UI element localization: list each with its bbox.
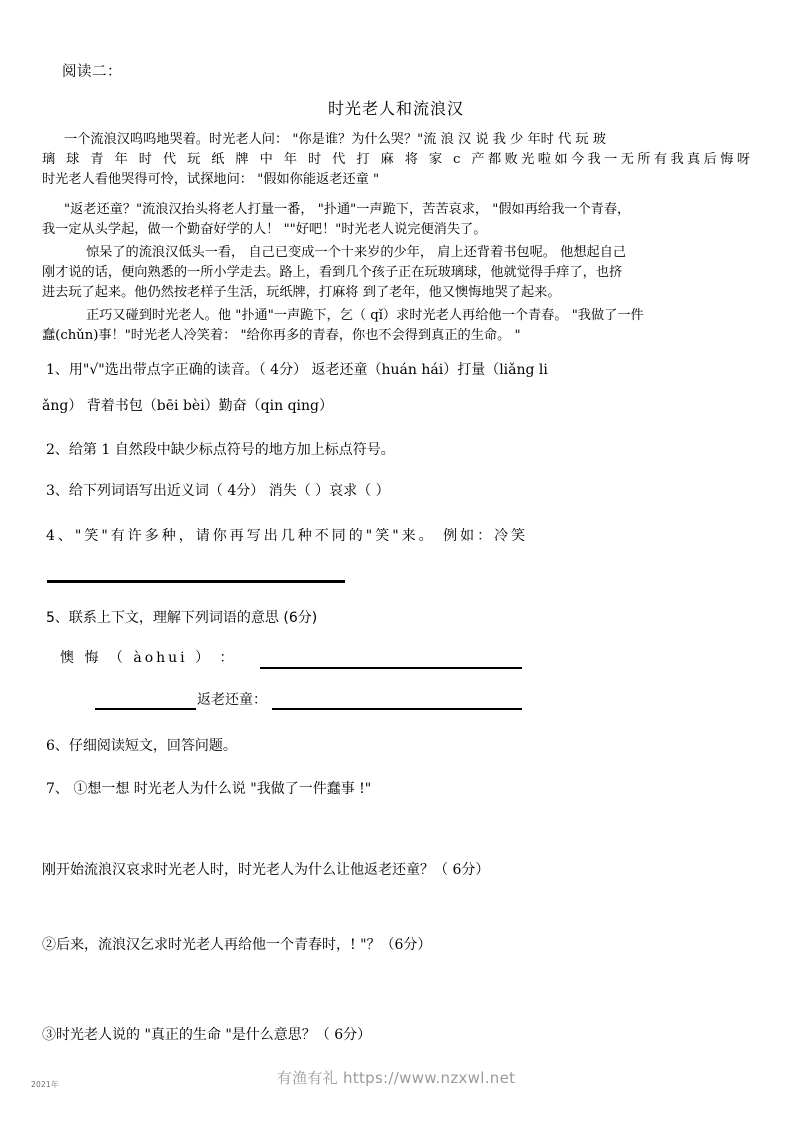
paragraph-3-line-2: 刚才说的话，便向熟悉的一所小学走去。路上，看到几个孩子正在玩玻璃球，他就觉得手痒了，也挤 bbox=[42, 265, 623, 280]
paragraph-3-line-1 bbox=[42, 243, 754, 262]
section-label: 阅读二： bbox=[62, 64, 122, 80]
paragraph-1-line-1 bbox=[42, 130, 754, 149]
question-7-part-b: ②后来，流浪汉乞求时光老人再给他一个青春时，! "？（6分） bbox=[42, 937, 432, 953]
paragraph-text: "返老还童？"流浪汉抬头将老人打量一番， "扑通"一声跪下，苦苦哀求， "假如再给我一个青春， bbox=[64, 202, 631, 217]
question-7-followup: 刚开始流浪汉哀求时光老人时，时光老人为什么让他返老还童？（ 6分） bbox=[42, 862, 490, 878]
question-5-word-2: 返老还童： bbox=[197, 692, 267, 708]
page-title: 时光老人和流浪汉 bbox=[327, 99, 464, 118]
watermark: 有渔有礼 https://www.nzxwl.net bbox=[276, 1069, 516, 1087]
question-6: 6、仔细阅读短文，回答问题。 bbox=[46, 738, 237, 754]
question-4: 4、"笑"有许多种，请你再写出几种不同的"笑"来。 例如：冷笑 bbox=[46, 528, 529, 544]
question-1-line-1: 1、用"√"选出带点字正确的读音。（ 4分） 返老还童（huán hái）打量（liǎng li bbox=[46, 362, 548, 378]
paragraph-4-line-1 bbox=[42, 306, 754, 325]
paragraph-1-line-3: 时光老人看他哭得可怜，试探地问： "假如你能返老还童 " bbox=[42, 172, 380, 187]
answer-blank-q5-2b bbox=[272, 708, 522, 710]
paragraph-text: 惊呆了的流浪汉低头一看， 自己已变成一个十来岁的少年， 肩上还背着书包呢。 他想起自己 bbox=[86, 245, 627, 260]
question-5: 5、联系上下文，理解下列词语的意思 (6分) bbox=[46, 610, 318, 626]
footer-year: 2021年 bbox=[31, 1080, 59, 1089]
question-2: 2、给第 1 自然段中缺少标点符号的地方加上标点符号。 bbox=[46, 442, 395, 458]
question-1-line-2: ǎng） 背着书包（bēi bèi）勤奋（qin qing） bbox=[42, 398, 333, 414]
paragraph-3-line-3: 进去玩了起来。他仍然按老样子生活，玩纸牌，打麻将 到了老年，他又懊悔地哭了起来。 bbox=[42, 285, 561, 300]
paragraph-2-line-2: 我一定从头学起，做一个勤奋好学的人！ ""好吧！"时光老人说完便消失了。 bbox=[42, 222, 487, 237]
answer-blank-q5-1 bbox=[260, 667, 522, 669]
answer-blank-q5-2a bbox=[95, 708, 196, 710]
answer-blank-q4 bbox=[47, 580, 345, 583]
paragraph-4-line-2: 蠢(chǔn)事！"时光老人冷笑着： "给你再多的青春，你也不会得到真正的生命。 " bbox=[42, 328, 521, 343]
question-7-part-c: ③时光老人说的 "真正的生命 "是什么意思？（ 6分） bbox=[42, 1027, 372, 1043]
question-7: 7、 ①想一想 时光老人为什么说 "我做了一件蠢事 !" bbox=[46, 781, 372, 797]
paragraph-text: 一个流浪汉呜呜地哭着。时光老人问： "你是谁？为什么哭？"流 浪 汉 说 我 少 年时 代 玩 玻 bbox=[64, 132, 606, 147]
question-5-word-1: 懊 悔 （ àohui ） ： bbox=[60, 650, 237, 666]
paragraph-2-line-1 bbox=[42, 200, 754, 219]
paragraph-1-line-2: 璃 球 青 年 时 代 玩 纸 牌 中 年 时 代 打 麻 将 家 c 产都败光啦如今我一无所有我真后悔呀 bbox=[42, 152, 754, 167]
paragraph-text: 正巧又碰到时光老人。他 "扑通"一声跪下，乞（ qǐ）求时光老人再给他一个青春。 "我做了一件 bbox=[86, 308, 644, 323]
question-3: 3、给下列词语写出近义词（ 4分） 消失（ ）哀求（ ） bbox=[46, 483, 390, 499]
